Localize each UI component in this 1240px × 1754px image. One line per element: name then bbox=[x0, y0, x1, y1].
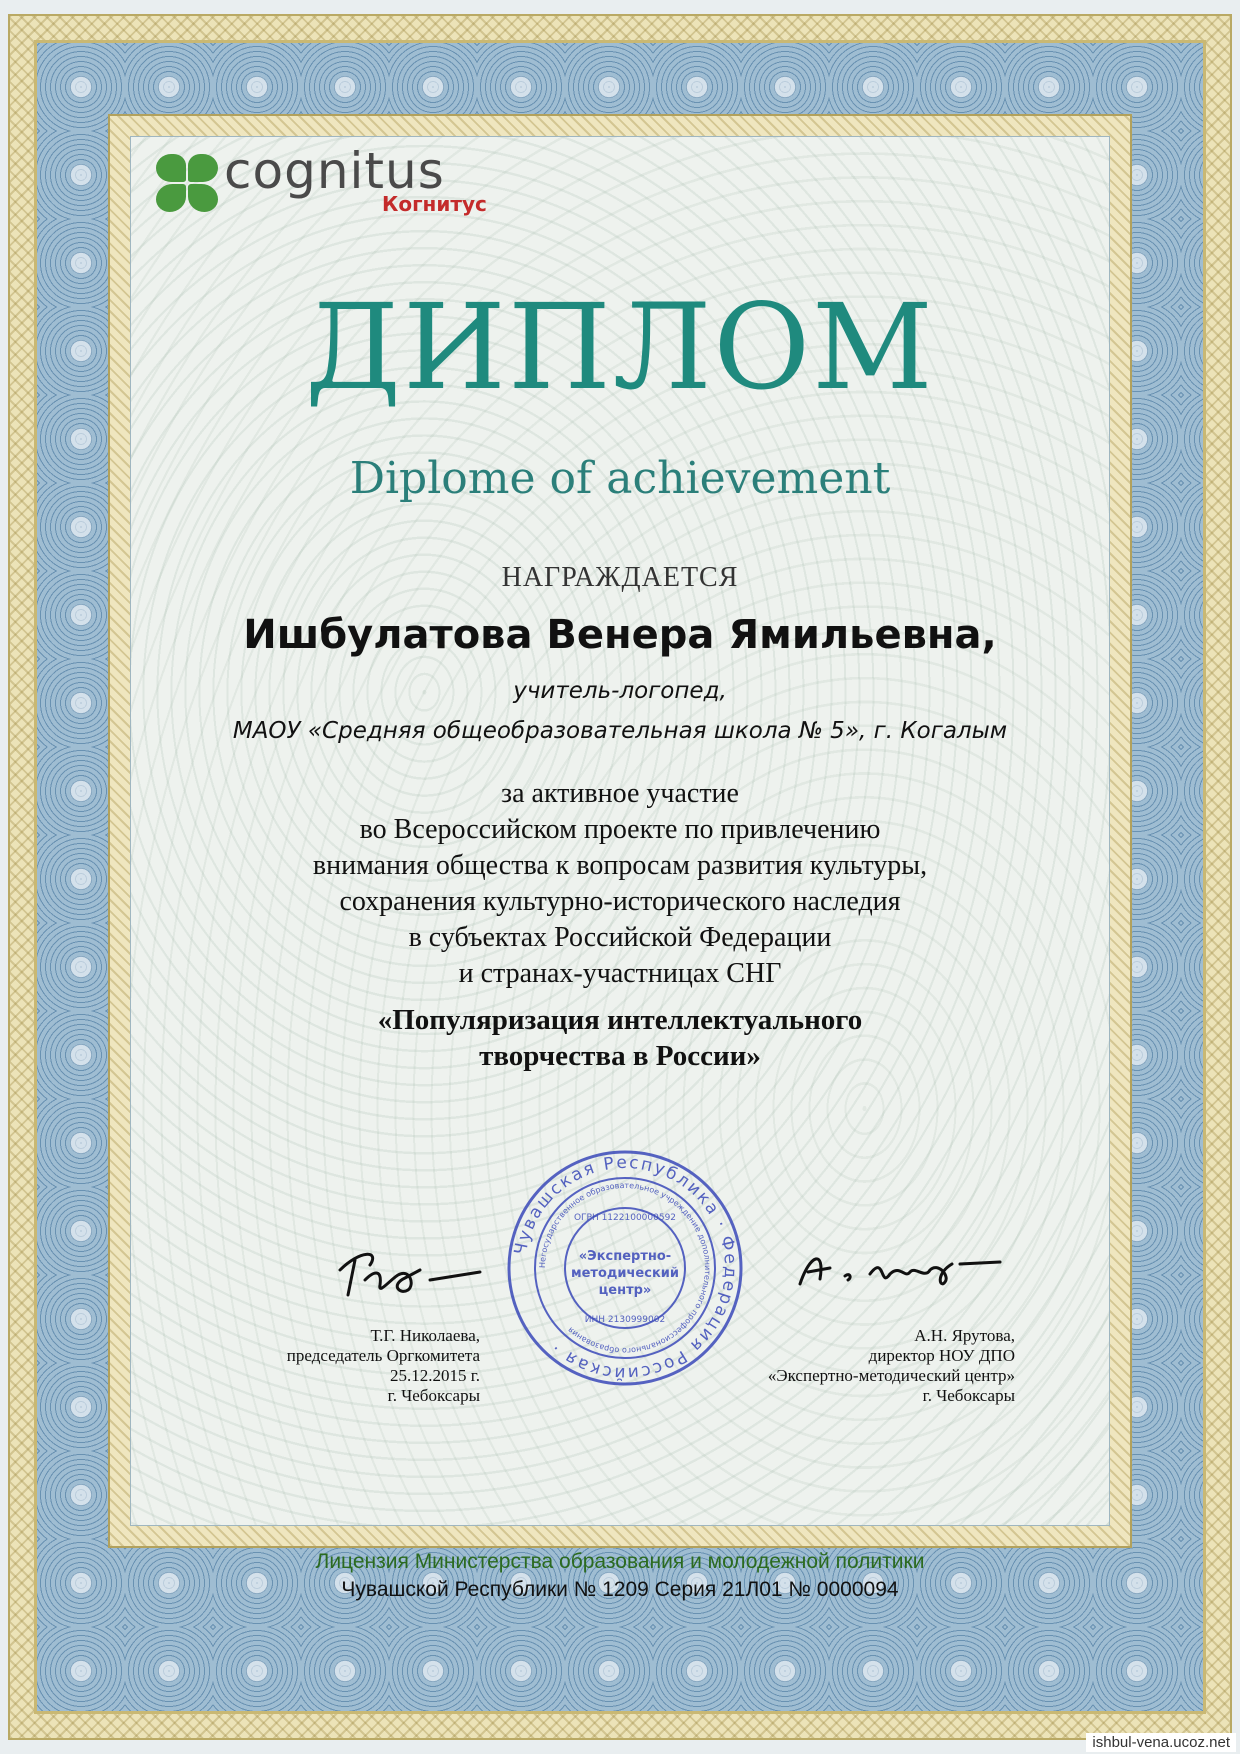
reason-line: во Всероссийском проекте по привлечению bbox=[359, 814, 881, 845]
signer-right-city: г. Чебоксары bbox=[922, 1386, 1015, 1405]
project-title bbox=[0, 1002, 1240, 1074]
reason-line: и странах-участницах СНГ bbox=[458, 958, 782, 989]
stamp-outer-text: Чувашская Республика · Федерация Российская · bbox=[510, 1152, 741, 1384]
reason-line: за активное участие bbox=[501, 778, 739, 809]
signer-left-date: 25.12.2015 г. bbox=[389, 1366, 480, 1385]
reason-line: в субъектах Российской Федерации bbox=[408, 922, 832, 953]
clover-icon bbox=[152, 152, 226, 216]
license-line-1: Лицензия Министерства образования и молодежной политики bbox=[315, 1550, 925, 1573]
site-watermark: ishbul-vena.ucoz.net bbox=[1086, 1733, 1236, 1752]
stamp-center-2: методический bbox=[570, 1266, 680, 1281]
stamp-center-1: «Экспертно- bbox=[578, 1249, 672, 1264]
logo-wordmark: cognitus bbox=[224, 142, 445, 200]
stamp-inn: ИНН 2130999002 bbox=[584, 1315, 666, 1325]
logo-subtitle: Когнитус bbox=[382, 192, 487, 216]
signer-right-name: А.Н. Ярутова, bbox=[914, 1326, 1015, 1345]
recipient-position: учитель-логопед, bbox=[513, 678, 727, 704]
awarded-label: НАГРАЖДАЕТСЯ bbox=[501, 562, 739, 593]
signer-left-info bbox=[180, 1326, 480, 1406]
signer-right-role: директор НОУ ДПО bbox=[868, 1346, 1015, 1365]
reason-line: сохранения культурно-исторического наследия bbox=[339, 886, 901, 917]
signer-right-org: «Экспертно-методический центр» bbox=[767, 1366, 1015, 1385]
stamp-inner-text: Негосударственное образовательное учреждение дополнительного профессионального образования bbox=[537, 1180, 713, 1356]
license-info bbox=[0, 1548, 1240, 1604]
diploma-subtitle: Diplome of achievement bbox=[349, 453, 891, 504]
signer-left-name: Т.Г. Николаева, bbox=[370, 1326, 480, 1345]
reason-line: внимания общества к вопросам развития культуры, bbox=[312, 850, 928, 881]
project-line: «Популяризация интеллектуального bbox=[377, 1004, 863, 1036]
stamp-center-3: центр» bbox=[598, 1283, 652, 1298]
cognitus-logo bbox=[152, 142, 512, 222]
diploma-title: ДИПЛОМ bbox=[305, 278, 935, 416]
project-line: творчества в России» bbox=[479, 1040, 761, 1072]
signature-left bbox=[320, 1240, 500, 1310]
signature-right bbox=[790, 1234, 1020, 1304]
signer-left-role: председатель Оргкомитета bbox=[286, 1346, 480, 1365]
signer-left-city: г. Чебоксары bbox=[387, 1386, 480, 1405]
signer-right-info bbox=[620, 1326, 1015, 1406]
award-reason bbox=[0, 776, 1240, 992]
recipient-name: Ишбулатова Венера Ямильевна, bbox=[243, 612, 997, 658]
license-line-2: Чувашской Республики № 1209 Серия 21Л01 № 0000094 bbox=[341, 1578, 899, 1601]
recipient-organization: МАОУ «Средняя общеобразовательная школа № 5», г. Когалым bbox=[232, 718, 1008, 744]
stamp-ogrn: ОГРН 1122100000592 bbox=[573, 1213, 677, 1223]
